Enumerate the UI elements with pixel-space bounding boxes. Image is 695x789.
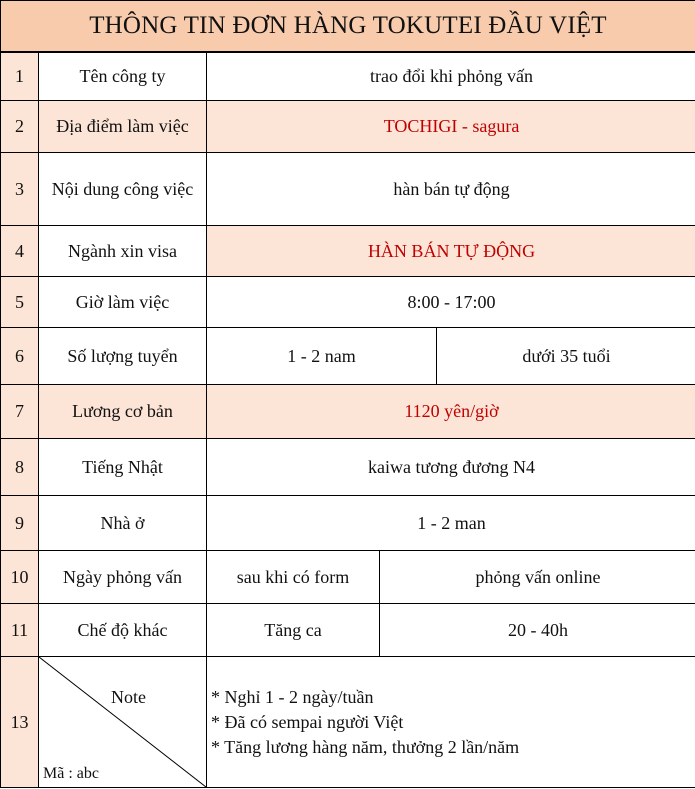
table-row	[1, 277, 695, 328]
row-label: Nội dung công việc	[39, 153, 207, 226]
row-label: Số lượng tuyển	[39, 328, 207, 385]
row-number: 13	[1, 657, 39, 788]
sheet-title: THÔNG TIN ĐƠN HÀNG TOKUTEI ĐẦU VIỆT	[0, 0, 695, 52]
note-line: * Tăng lương hàng năm, thưởng 2 lần/năm	[211, 736, 520, 757]
order-code: Mã : abc	[43, 765, 99, 782]
table-row	[1, 153, 695, 226]
row-value: hàn bán tự động	[207, 153, 695, 226]
row-label: Chế độ khác	[39, 604, 207, 657]
table-row	[1, 101, 695, 153]
row-value: TOCHIGI - sagura	[207, 101, 695, 153]
row-value: 1 - 2 man	[207, 496, 695, 551]
row-number: 9	[1, 496, 39, 551]
row-label: Nhà ở	[39, 496, 207, 551]
row-label: Ngành xin visa	[39, 226, 207, 277]
row-value-b: 20 - 40h	[380, 604, 695, 657]
table-row	[1, 551, 695, 604]
table-row	[1, 53, 695, 101]
row-value-b: dưới 35 tuổi	[437, 328, 695, 385]
row-number: 3	[1, 153, 39, 226]
row-value: 1120 yên/giờ	[207, 385, 695, 439]
note-row	[1, 657, 695, 788]
row-number: 2	[1, 101, 39, 153]
row-value-a: 1 - 2 nam	[207, 328, 437, 385]
row-value-b: phỏng vấn online	[380, 551, 695, 604]
row-number: 1	[1, 53, 39, 101]
row-number: 11	[1, 604, 39, 657]
row-number: 5	[1, 277, 39, 328]
table-row	[1, 439, 695, 496]
row-number: 10	[1, 551, 39, 604]
note-heading: Note	[111, 687, 146, 707]
row-number: 8	[1, 439, 39, 496]
note-label-cell	[39, 657, 207, 788]
row-label: Lương cơ bản	[39, 385, 207, 439]
note-line: * Đã có sempai người Việt	[211, 711, 404, 732]
row-label: Tiếng Nhật	[39, 439, 207, 496]
row-value: trao đổi khi phỏng vấn	[207, 53, 695, 101]
table-row	[1, 496, 695, 551]
row-value: kaiwa tương đương N4	[207, 439, 695, 496]
row-label: Giờ làm việc	[39, 277, 207, 328]
table-row	[1, 604, 695, 657]
table-row	[1, 385, 695, 439]
table-row	[1, 328, 695, 385]
note-line: * Nghỉ 1 - 2 ngày/tuần	[211, 686, 374, 707]
table-row	[1, 226, 695, 277]
row-label: Địa điểm làm việc	[39, 101, 207, 153]
row-number: 4	[1, 226, 39, 277]
info-table	[0, 52, 695, 788]
row-value: 8:00 - 17:00	[207, 277, 695, 328]
row-label: Ngày phỏng vấn	[39, 551, 207, 604]
row-label: Tên công ty	[39, 53, 207, 101]
notes-content	[207, 657, 695, 788]
row-number: 7	[1, 385, 39, 439]
row-value: HÀN BÁN TỰ ĐỘNG	[207, 226, 695, 277]
row-number: 6	[1, 328, 39, 385]
row-value-a: Tăng ca	[207, 604, 380, 657]
row-value-a: sau khi có form	[207, 551, 380, 604]
